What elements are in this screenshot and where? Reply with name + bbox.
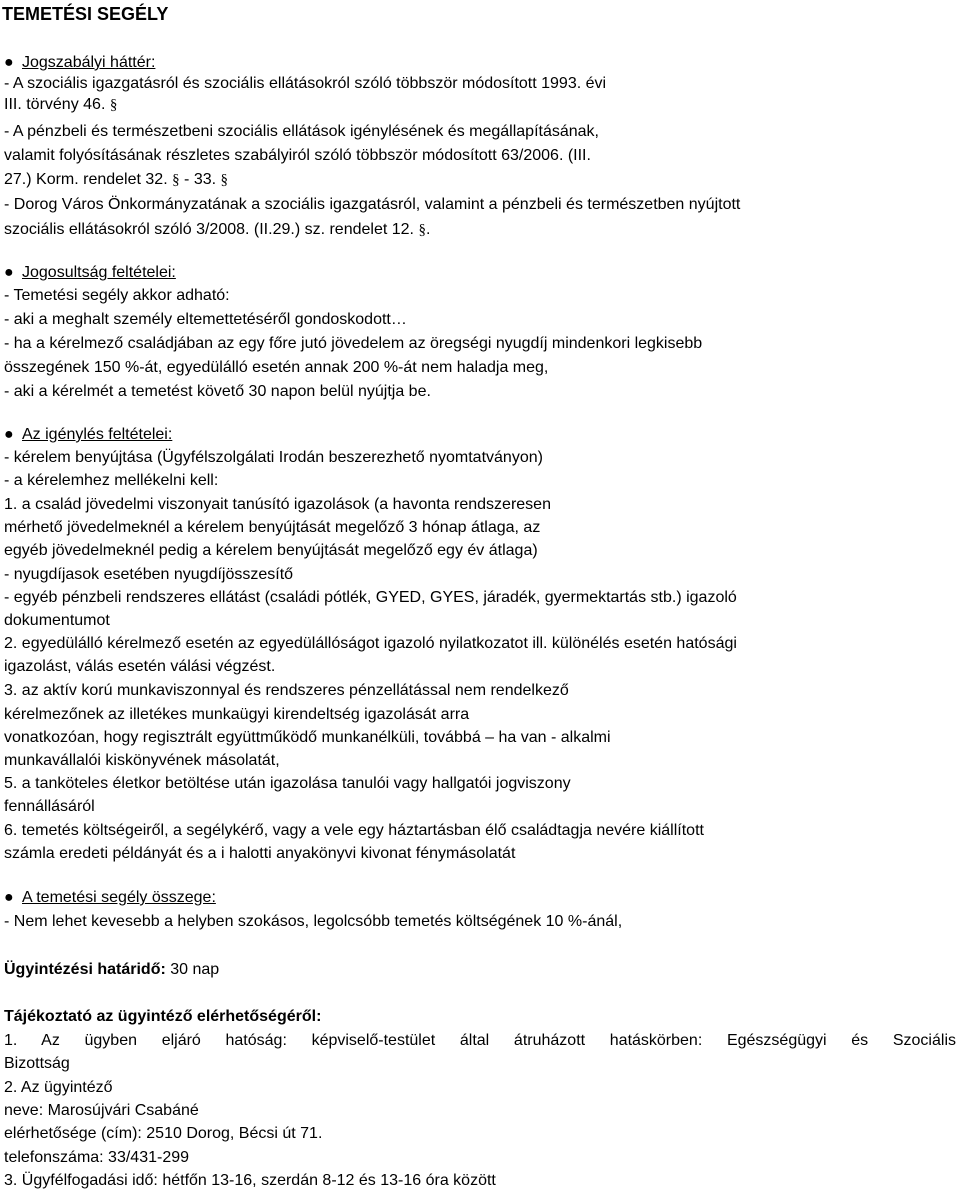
section-heading-text: Az igénylés feltételei: [22,426,173,443]
eligibility-line-2: - aki a meghalt személy eltemettetéséről gondoskodott… [4,311,407,328]
bullet-icon: ● [4,426,14,443]
eligibility-line-1: - Temetési segély akkor adható: [4,287,230,304]
contact-line-3: 2. Az ügyintéző [4,1079,113,1096]
legal-line-4: valamit folyósításának részletes szabályiról szóló többször módosított 63/2006. (III. [4,147,591,164]
contact-heading: Tájékoztató az ügyintéző elérhetőségéről: [4,1008,322,1025]
deadline-value: 30 nap [165,961,220,978]
requirements-line: dokumentumot [4,612,110,629]
requirements-line: 3. az aktív korú munkaviszonnyal és rendszeres pénzellátással nem rendelkező [4,682,569,699]
requirements-line: 1. a család jövedelmi viszonyait tanúsító igazolások (a havonta rendszeresen [4,496,551,513]
requirements-line: igazolást, válás esetén válási végzést. [4,658,276,675]
section-sign-icon: § [418,222,426,238]
legal-line-7 [4,219,956,241]
eligibility-line-5: - aki a kérelmét a temetést követő 30 napon belül nyújtja be. [4,383,431,400]
requirements-line: 6. temetés költségeiről, a segélykérő, vagy a vele egy háztartásban élő családtagja nevére kiállított [4,822,704,839]
requirements-line: számla eredeti példányát és a i halotti anyakönyvi kivonat fénymásolatát [4,845,516,862]
section-amount-heading [4,887,956,908]
requirements-line: - a kérelemhez mellékelni kell: [4,472,219,489]
section-heading-text: Jogszabályi háttér: [22,54,156,71]
requirements-line: 5. a tanköteles életkor betöltése után igazolása tanulói vagy hallgatói jogviszony [4,775,571,792]
requirements-line: 2. egyedülálló kérelmező esetén az egyedülállóságot igazoló nyilatkozatot ill. különélés esetén hatósági [4,635,737,652]
contact-line-6: telefonszáma: 33/431-299 [4,1149,190,1166]
legal-line-2 [4,94,956,116]
section-legal-heading [4,52,956,73]
section-heading-text: A temetési segély összege: [22,889,216,906]
requirements-line: - egyéb pénzbeli rendszeres ellátást (családi pótlék, GYED, GYES, járadék, gyermektartás stb.) igazoló [4,589,737,606]
requirements-line: - nyugdíjasok esetében nyugdíjösszesítő [4,566,294,583]
contact-line-5: elérhetősége (cím): 2510 Dorog, Bécsi út 71. [4,1125,323,1142]
section-sign-icon: § [109,97,118,113]
contact-line-4: neve: Marosújvári Csabáné [4,1102,199,1119]
legal-line-5-text-b: - 33. [179,171,221,188]
legal-line-2-text: III. törvény 46. [4,96,110,113]
bullet-icon: ● [4,889,14,906]
section-eligibility-heading [4,262,956,283]
section-sign-icon: § [172,172,180,188]
requirements-line: - kérelem benyújtása (Ügyfélszolgálati Irodán beszerezhető nyomtatványon) [4,449,543,466]
section-requirements-heading [4,424,956,445]
page-title: TEMETÉSI SEGÉLY [2,4,169,24]
contact-line-1: 1. Az ügyben eljáró hatóság: képviselő-testület által átruházott hatáskörben: Egészségügyi és Szociális [4,1032,956,1049]
deadline-label: Ügyintézési határidő: [4,961,166,978]
legal-line-5-text-a: 27.) Korm. rendelet 32. [4,171,173,188]
eligibility-line-3: - ha a kérelmező családjában az egy főre jutó jövedelem az öregségi nyugdíj mindenkori legkisebb [4,335,703,352]
section-heading-text: Jogosultság feltételei: [22,264,176,281]
requirements-line: fennállásáról [4,798,95,815]
eligibility-line-4: összegének 150 %-át, egyedülálló esetén annak 200 %-át nem haladja meg, [4,359,549,376]
requirements-line: vonatkozóan, hogy regisztrált együttműködő munkanélküli, továbbá – ha van - alkalmi [4,729,611,746]
legal-line-7-text-a: szociális ellátásokról szóló 3/2008. (II.29.) sz. rendelet 12. [4,221,419,238]
section-sign-icon: § [220,172,228,188]
requirements-line: munkavállalói kiskönyvének másolatát, [4,752,280,769]
requirements-line: egyéb jövedelmeknél pedig a kérelem benyújtását megelőző egy év átlaga) [4,542,538,559]
requirements-line: kérelmezőnek az illetékes munkaügyi kirendeltség igazolását arra [4,706,470,723]
bullet-icon: ● [4,54,14,71]
requirements-line: mérhető jövedelmeknél a kérelem benyújtását megelőző 3 hónap átlaga, az [4,519,541,536]
amount-line-1: - Nem lehet kevesebb a helyben szokásos, legolcsóbb temetés költségének 10 %-ánál, [4,913,623,930]
contact-line-7: 3. Ügyfélfogadási idő: hétfőn 13-16, szerdán 8-12 és 13-16 óra között [4,1172,496,1189]
legal-line-6: - Dorog Város Önkormányzatának a szociális igazgatásról, valamint a pénzbeli és természetben nyújtott [4,196,741,213]
bullet-icon: ● [4,264,14,281]
contact-line-2: Bizottság [4,1055,70,1072]
legal-line-7-text-b: . [425,221,431,238]
processing-deadline [4,959,956,980]
legal-line-5 [4,169,956,191]
legal-line-1: - A szociális igazgatásról és szociális ellátásokról szóló többször módosított 1993. évi [4,75,607,92]
legal-line-3: - A pénzbeli és természetbeni szociális ellátások igénylésének és megállapításának, [4,123,599,140]
